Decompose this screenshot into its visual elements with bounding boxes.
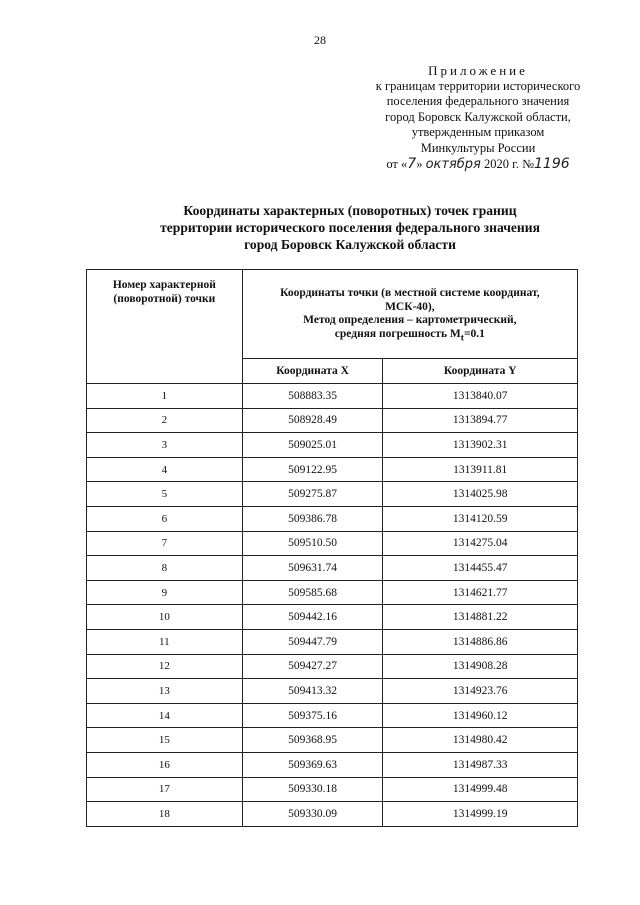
point-number-cell: 15 (87, 728, 243, 753)
table-row (87, 408, 578, 433)
coord-x-cell: 508883.35 (242, 384, 383, 409)
coord-x-cell: 509447.79 (242, 629, 383, 654)
point-number-cell: 11 (87, 629, 243, 654)
point-number-cell: 17 (87, 777, 243, 802)
coord-y-cell: 1313902.31 (383, 433, 578, 458)
coord-y-cell: 1314980.42 (383, 728, 578, 753)
coord-y-cell: 1314455.47 (383, 556, 578, 581)
point-number-cell: 3 (87, 433, 243, 458)
point-number-cell: 7 (87, 531, 243, 556)
header-text: Метод определения – картометрический, (303, 314, 517, 327)
table-row (87, 728, 578, 753)
header-coord-y: Координата Y (383, 359, 578, 384)
point-number-cell: 2 (87, 408, 243, 433)
table-row (87, 482, 578, 507)
table-row (87, 531, 578, 556)
header-text-part: =0.1 (463, 327, 485, 340)
coord-x-cell: 509330.09 (242, 802, 383, 827)
coord-x-cell: 509369.63 (242, 752, 383, 777)
document-title (130, 202, 570, 254)
table-row (87, 433, 578, 458)
point-number-cell: 1 (87, 384, 243, 409)
handwritten-day: 7 (407, 155, 417, 172)
coord-x-cell: 509413.32 (242, 679, 383, 704)
point-number-cell: 16 (87, 752, 243, 777)
appendix-line: утвержденным приказом (411, 125, 545, 140)
coord-x-cell: 509368.95 (242, 728, 383, 753)
coord-y-cell: 1314908.28 (383, 654, 578, 679)
table-row (87, 752, 578, 777)
appendix-line: Минкультуры России (420, 140, 536, 155)
table-row (87, 679, 578, 704)
coord-y-cell: 1313840.07 (383, 384, 578, 409)
handwritten-order-number: 1196 (534, 155, 570, 172)
point-number-cell: 5 (87, 482, 243, 507)
coord-y-cell: 1314881.22 (383, 605, 578, 630)
coord-x-cell: 509386.78 (242, 506, 383, 531)
point-number-cell: 18 (87, 802, 243, 827)
table-row (87, 457, 578, 482)
coord-x-cell: 509442.16 (242, 605, 383, 630)
table-row (87, 777, 578, 802)
year-text: 2020 г. № (483, 156, 535, 171)
appendix-line: к границам территории исторического (375, 78, 581, 93)
header-text: (поворотной) точки (113, 293, 216, 305)
coord-y-cell: 1314886.86 (383, 629, 578, 654)
table-row (87, 605, 578, 630)
coord-x-cell: 509375.16 (242, 703, 383, 728)
title-line: город Боровск Калужской области (244, 237, 456, 253)
header-coord-x: Координата X (242, 359, 383, 384)
coord-y-cell: 1314999.48 (383, 777, 578, 802)
coord-y-cell: 1314999.19 (383, 802, 578, 827)
header-text: Координаты точки (в местной системе координат, (280, 287, 540, 300)
page-number: 28 (314, 33, 326, 47)
coord-x-cell: 509631.74 (242, 556, 383, 581)
coord-y-cell: 1314120.59 (383, 506, 578, 531)
point-number-cell: 12 (87, 654, 243, 679)
point-number-cell: 10 (87, 605, 243, 630)
table-row (87, 802, 578, 827)
table-row (87, 629, 578, 654)
table-body (87, 384, 578, 827)
table-row (87, 384, 578, 409)
coord-y-cell: 1314621.77 (383, 580, 578, 605)
coordinates-table (86, 269, 578, 827)
date-mid: » (416, 156, 423, 171)
coord-x-cell: 508928.49 (242, 408, 383, 433)
table-row (87, 580, 578, 605)
order-date-line (358, 157, 598, 173)
coord-x-cell: 509510.50 (242, 531, 383, 556)
table-row (87, 654, 578, 679)
handwritten-month: октября (425, 156, 481, 172)
table-row (87, 556, 578, 581)
header-point-number (87, 270, 243, 384)
point-number-cell: 9 (87, 580, 243, 605)
coord-y-cell: 1313894.77 (383, 408, 578, 433)
point-number-cell: 4 (87, 457, 243, 482)
appendix-heading: Приложение (428, 63, 528, 78)
point-number-cell: 13 (87, 679, 243, 704)
header-text: Номер характерной (112, 279, 216, 291)
coord-x-cell: 509122.95 (242, 457, 383, 482)
coord-y-cell: 1314987.33 (383, 752, 578, 777)
header-text (243, 328, 577, 345)
coord-y-cell: 1314923.76 (383, 679, 578, 704)
coord-y-cell: 1314960.12 (383, 703, 578, 728)
point-number-cell: 14 (87, 703, 243, 728)
point-number-cell: 8 (87, 556, 243, 581)
date-prefix: от « (386, 156, 408, 171)
coord-x-cell: 509427.27 (242, 654, 383, 679)
table-row (87, 506, 578, 531)
header-subscript: t (460, 332, 464, 344)
coord-y-cell: 1314275.04 (383, 531, 578, 556)
coord-x-cell: 509330.18 (242, 777, 383, 802)
table-row (87, 703, 578, 728)
title-line: территории исторического поселения федерального значения (160, 220, 540, 236)
header-coordinates (242, 270, 577, 359)
appendix-block (358, 63, 598, 172)
header-text: МСК-40), (385, 300, 435, 313)
appendix-line: поселения федерального значения (386, 94, 570, 109)
header-text-part: средняя погрешность M (334, 327, 461, 340)
coord-x-cell: 509275.87 (242, 482, 383, 507)
appendix-line: город Боровск Калужской области, (385, 109, 571, 124)
point-number-cell: 6 (87, 506, 243, 531)
coord-x-cell: 509025.01 (242, 433, 383, 458)
table-header-row (87, 270, 578, 359)
coord-y-cell: 1314025.98 (383, 482, 578, 507)
coord-x-cell: 509585.68 (242, 580, 383, 605)
title-line: Координаты характерных (поворотных) точек границ (183, 203, 517, 218)
coord-y-cell: 1313911.81 (383, 457, 578, 482)
